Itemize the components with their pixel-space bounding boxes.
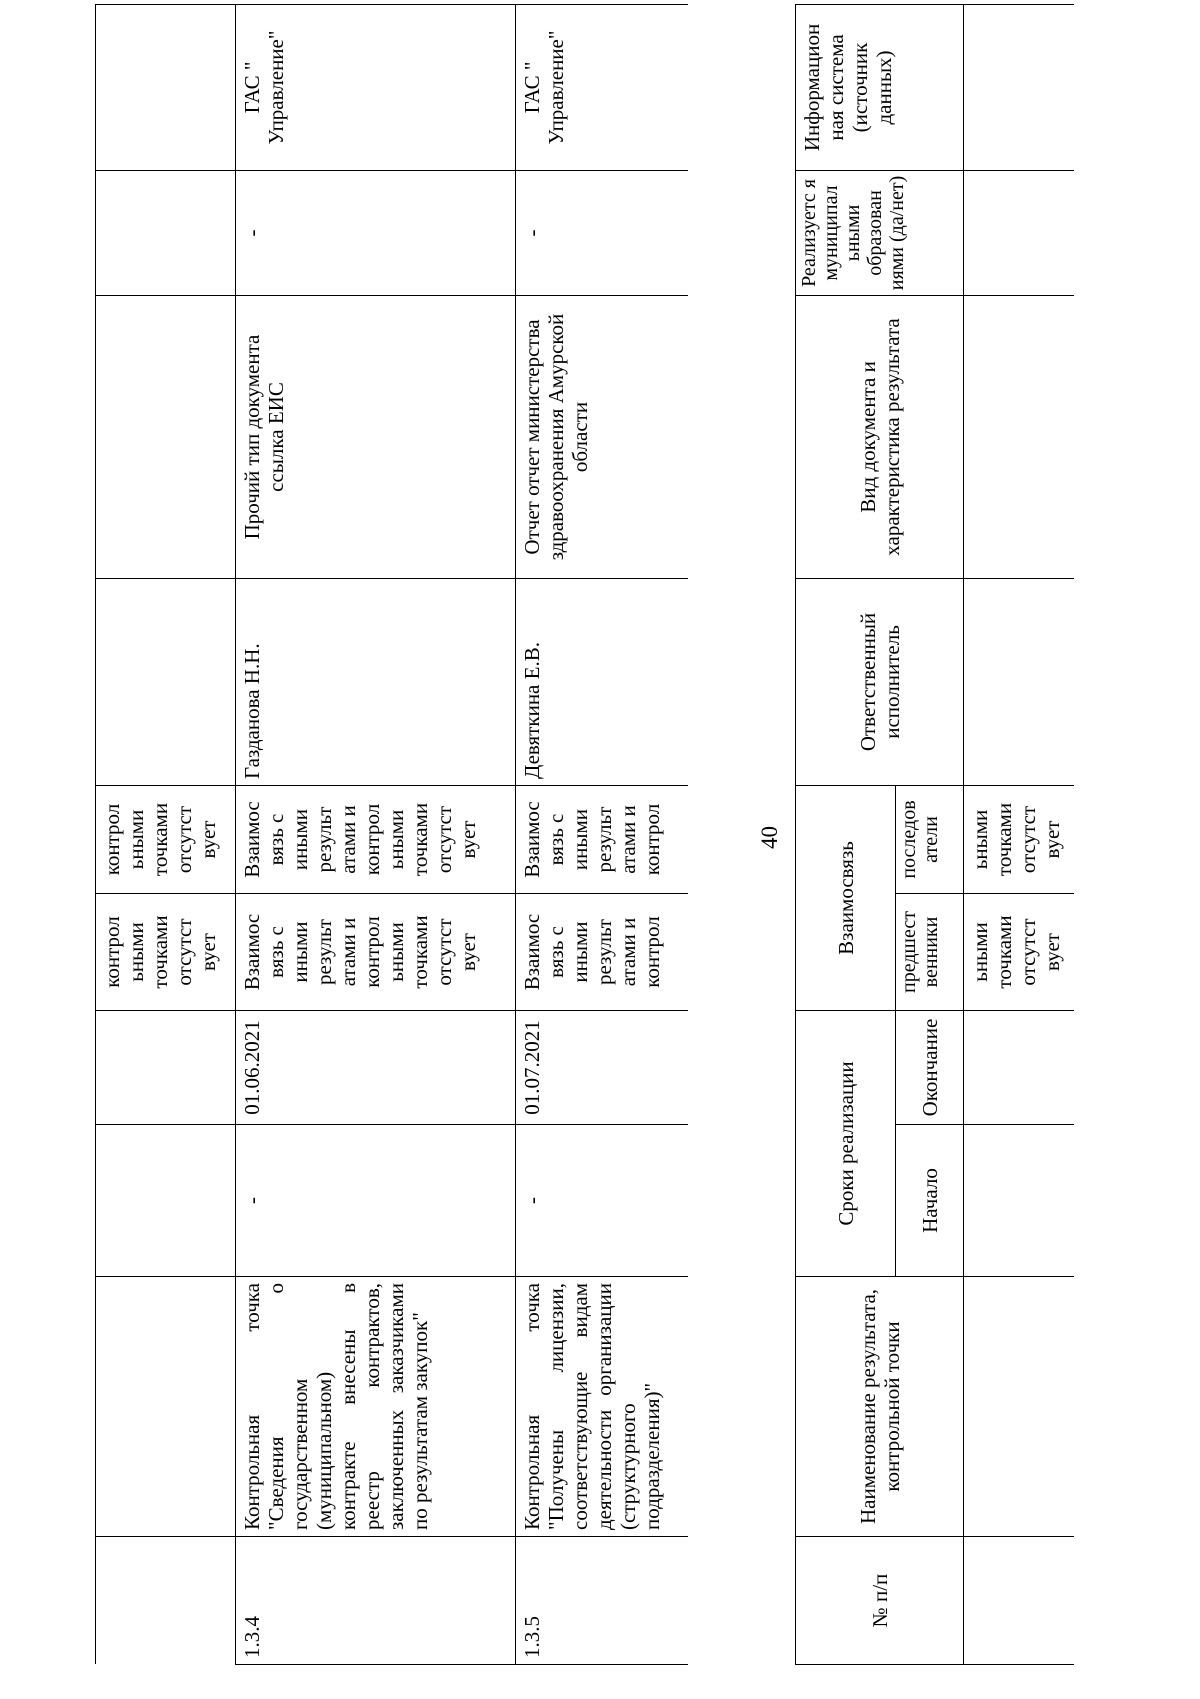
carry-num-cell (96, 1537, 236, 1665)
row-system: ГАС " Управление" (236, 5, 516, 171)
text-line: точками (992, 802, 1016, 877)
text-line: иными (288, 808, 312, 871)
text-line: точками (992, 915, 1016, 989)
row-number: 1.3.4 (236, 1537, 516, 1665)
text-line: контрол (360, 916, 384, 988)
carry-post-cell (96, 786, 236, 894)
text-line: отсутст (432, 805, 456, 874)
text-line: атами и (336, 917, 360, 987)
page-number: 40 (757, 826, 782, 849)
header-terms: Сроки реализации (796, 1011, 896, 1277)
row-doc: Отчет отчет министерства здравоохранения Амурской области (516, 296, 688, 579)
row-executor: Газданова Н.Н. (236, 579, 516, 786)
text-line: контрол (100, 916, 124, 988)
carry-doc-cell (96, 296, 236, 579)
hc-post-cell (964, 785, 1074, 893)
hc-municipal-cell (964, 170, 1074, 295)
text-line: иными (568, 808, 592, 871)
text-line: ьными (968, 922, 992, 982)
text-line: иными (288, 921, 312, 983)
header-num: № п/п (796, 1537, 964, 1665)
header-doc: Вид документа и характеристика результата (796, 295, 964, 578)
row-doc: Прочий тип документа ссылка ЕИС (236, 296, 516, 579)
text-line: точками (148, 915, 172, 989)
text-line: вует (1040, 933, 1064, 971)
text-line: Взаимос (240, 913, 264, 991)
text-line: отсутст (1016, 805, 1040, 874)
text-line: атами и (616, 805, 640, 874)
header-system: Информацион ная система (источник данных) (796, 4, 964, 170)
results-table (95, 4, 688, 1665)
row-municipal: - (236, 171, 516, 296)
row-executor: Девяткина Е.В. (516, 579, 688, 786)
text-line: отсутст (1016, 918, 1040, 986)
text-line: результ (312, 919, 336, 985)
hc-executor-cell (964, 578, 1074, 785)
header-post: последов атели (896, 785, 964, 893)
carry-over-row (96, 5, 236, 1665)
text-line: отсутст (432, 918, 456, 986)
text-line: контрол (640, 803, 664, 876)
text-line: точками (408, 802, 432, 877)
table-row (516, 5, 688, 1665)
carry-pred-cell (96, 894, 236, 1011)
text-line: результ (592, 806, 616, 873)
header-municipal: Реализуетс я муниципал ьными образован иями (да/нет) (796, 170, 964, 295)
row-end: 01.06.2021 (236, 1011, 516, 1125)
text-line: Взаимос (520, 801, 544, 878)
text-line: вязь с (264, 813, 288, 866)
text-line: контрол (100, 803, 124, 876)
row-system: ГАС " Управление" (516, 5, 688, 171)
row-post (516, 786, 688, 894)
text-line: результ (592, 919, 616, 985)
text-line: иными (568, 921, 592, 983)
row-start: - (516, 1125, 688, 1277)
header-pred: предшест венники (896, 894, 964, 1011)
hc-start-cell (964, 1125, 1074, 1277)
text-line: вует (1040, 820, 1064, 859)
text-line: ьными (124, 809, 148, 870)
carry-start-cell (96, 1125, 236, 1277)
text-line: вязь с (544, 813, 568, 866)
hc-name-cell (964, 1277, 1074, 1537)
text-line: вязь с (544, 926, 568, 978)
row-end: 01.07.2021 (516, 1011, 688, 1125)
row-start: - (236, 1125, 516, 1277)
header-table (795, 4, 1074, 1665)
hc-num-cell (964, 1537, 1074, 1665)
text-line: контрол (640, 916, 664, 988)
text-line: отсутст (172, 805, 196, 874)
text-line: отсутст (172, 918, 196, 986)
carry-executor-cell (96, 579, 236, 786)
text-line: вует (456, 933, 480, 971)
header-name: Наименование результата, контрольной точки (796, 1277, 964, 1537)
text-line: ьными (384, 922, 408, 982)
row-post (236, 786, 516, 894)
text-line: вует (456, 820, 480, 859)
text-line: вует (196, 820, 220, 859)
hc-doc-cell (964, 295, 1074, 578)
hc-system-cell (964, 4, 1074, 170)
header-link: Взаимосвязь (796, 785, 896, 1010)
header-row (796, 4, 896, 1664)
text-line: вязь с (264, 926, 288, 978)
text-line: точками (408, 915, 432, 989)
text-line: ьными (124, 922, 148, 982)
carry-end-cell (96, 1011, 236, 1125)
row-name: Контрольная точка "Сведения о государственном (муниципальном) контракте внесены в реестр контрактов, заключенных заказчиками по результатам закупок" (236, 1277, 516, 1537)
hc-pred-cell (964, 894, 1074, 1011)
carry-system-cell (96, 5, 236, 171)
row-municipal: - (516, 171, 688, 296)
header-start: Начало (896, 1125, 964, 1277)
text-line: контрол (360, 803, 384, 876)
text-line: вует (196, 933, 220, 971)
text-line: ьными (384, 809, 408, 870)
text-line: атами и (336, 805, 360, 874)
text-line: Взаимос (240, 801, 264, 878)
text-line: ьными (968, 809, 992, 870)
header-executor: Ответственный исполнитель (796, 578, 964, 785)
text-line: результ (312, 806, 336, 873)
text-line: атами и (616, 917, 640, 987)
text-line: Взаимос (520, 913, 544, 991)
row-name: Контрольная точка "Получены лицензии, соответствующие видам деятельности организации (структурного подразделения)" (516, 1277, 688, 1537)
carry-municipal-cell (96, 171, 236, 296)
header-end: Окончание (896, 1011, 964, 1125)
header-carry-row (964, 4, 1074, 1664)
table-row (236, 5, 516, 1665)
row-pred (236, 894, 516, 1011)
hc-end-cell (964, 1011, 1074, 1125)
text-line: точками (148, 802, 172, 877)
carry-name-cell (96, 1277, 236, 1537)
row-pred (516, 894, 688, 1011)
row-number: 1.3.5 (516, 1537, 688, 1665)
